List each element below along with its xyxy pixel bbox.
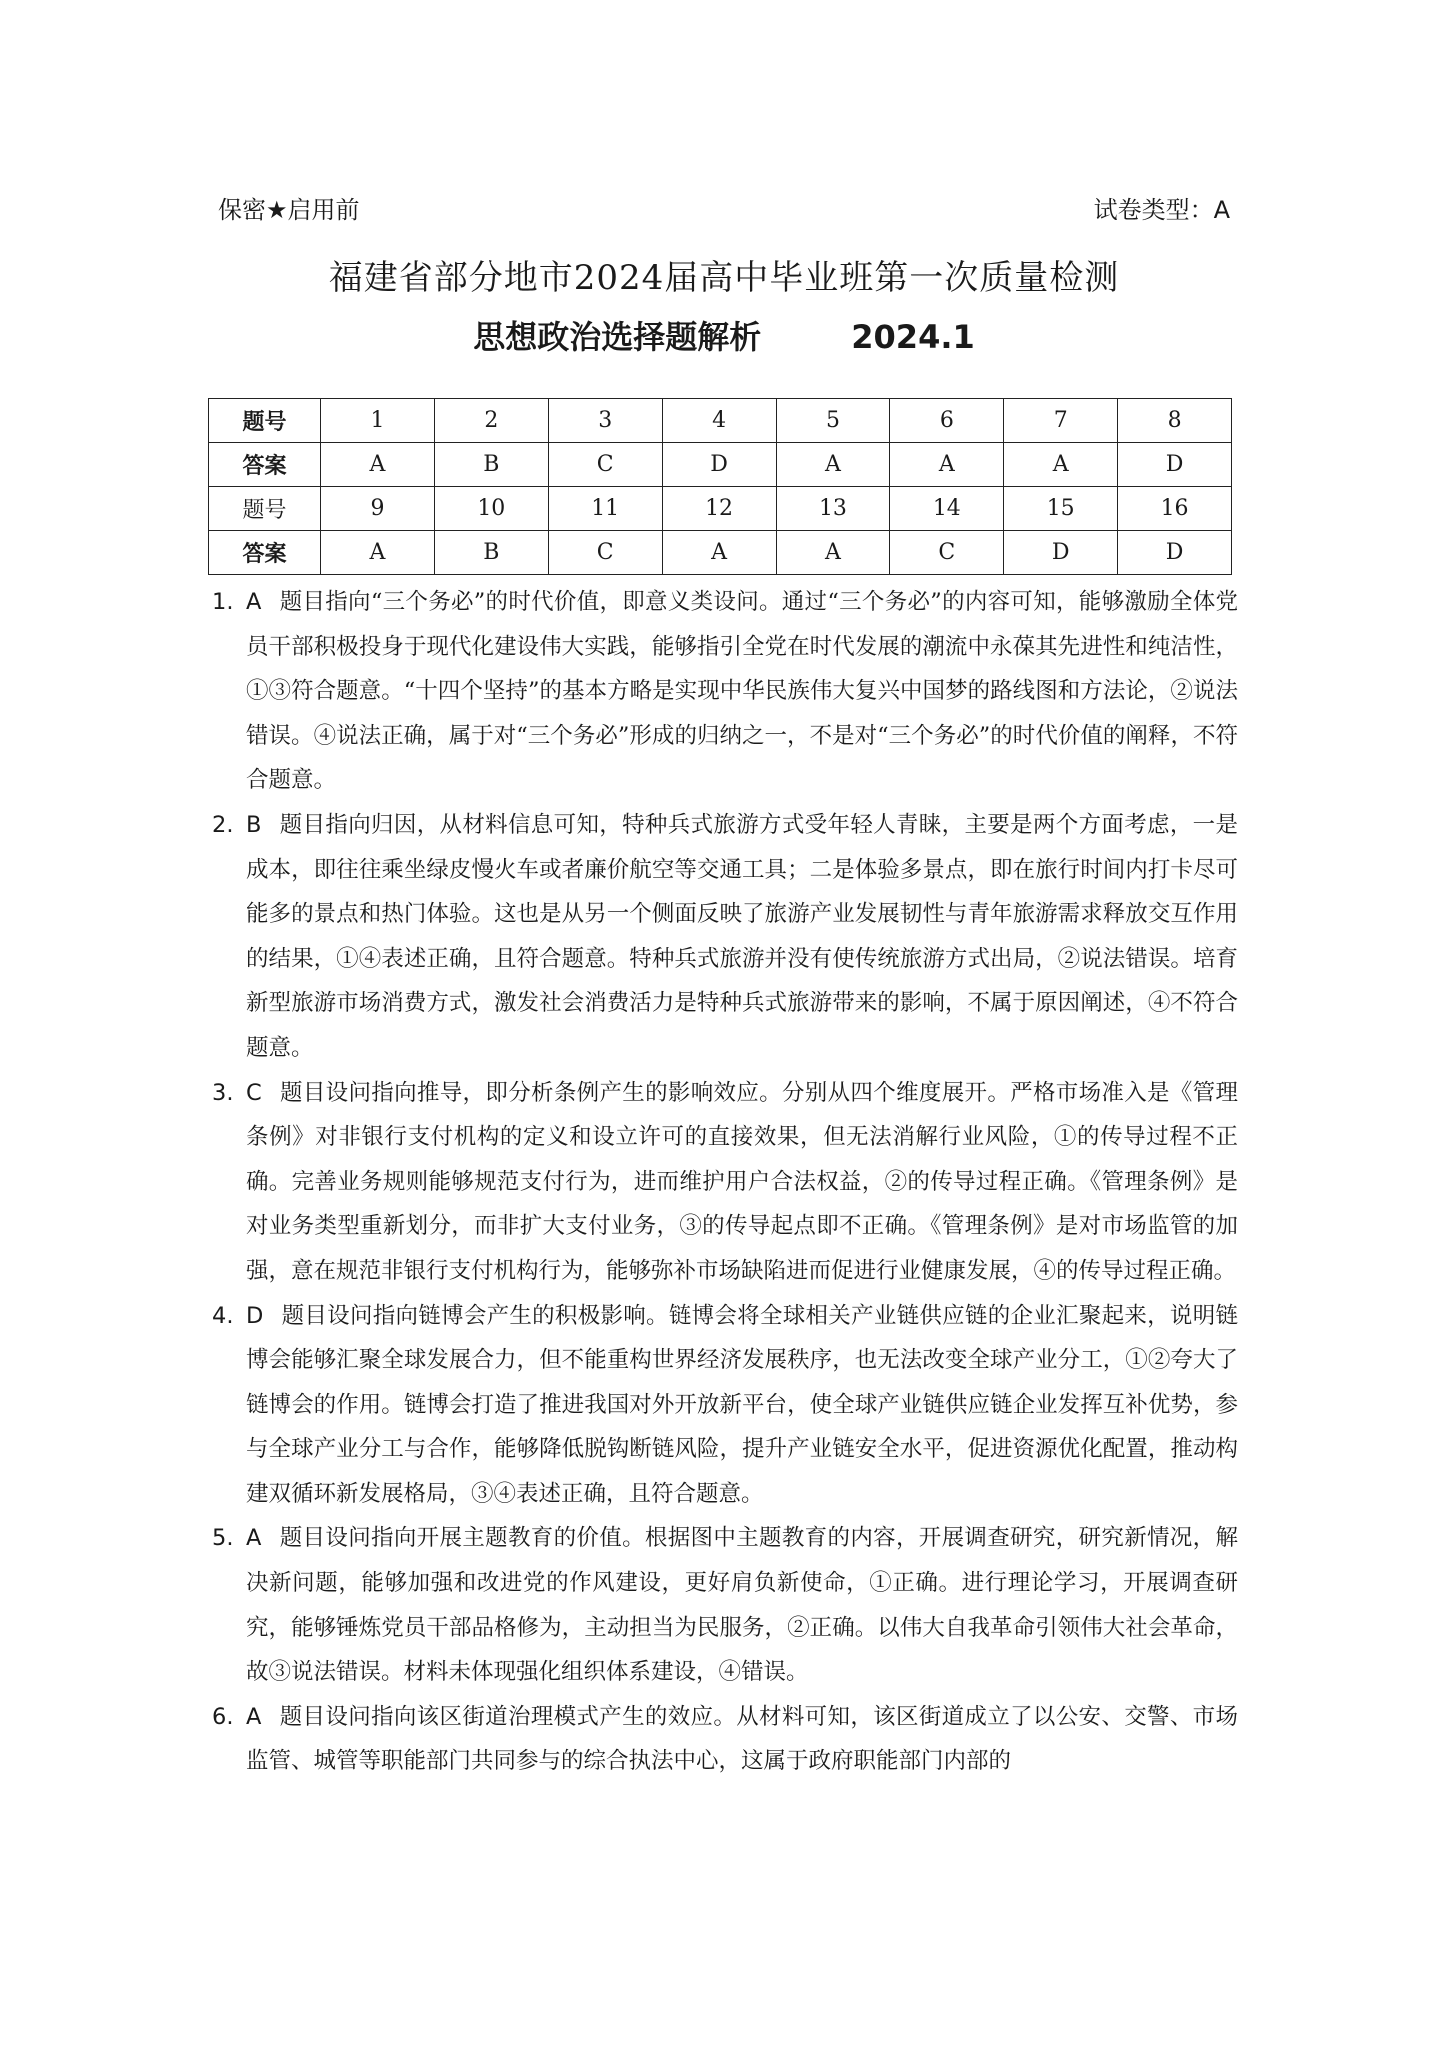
- list-item: [212, 1071, 1238, 1294]
- table-cell: 4: [662, 399, 776, 443]
- table-row: [209, 487, 1232, 531]
- table-cell: C: [548, 531, 662, 575]
- document-title: 福建省部分地市2024届高中毕业班第一次质量检测: [328, 258, 1120, 298]
- table-cell: A: [321, 443, 435, 487]
- paper-type-label: 试卷类型：A: [1093, 196, 1230, 224]
- item-text: 题目设问指向推导，即分析条例产生的影响效应。分别从四个维度展开。严格市场准入是《管理条例》对非银行支付机构的定义和设立许可的直接效果，但无法消解行业风险，①的传导过程不正确。完善业务规则能够规范支付行为，进而维护用户合法权益，②的传导过程正确。《管理条例》是对业务类型重新划分，而非扩大支付业务，③的传导起点即不正确。《管理条例》是对市场监管的加强，意在规范非银行支付机构行为，能够弥补市场缺陷进而促进行业健康发展，④的传导过程正确。: [246, 1079, 1238, 1284]
- list-item: [212, 580, 1238, 803]
- item-number: 6.: [212, 1703, 234, 1730]
- item-number: 5.: [212, 1525, 234, 1552]
- item-answer: C: [246, 1079, 262, 1106]
- item-answer: D: [246, 1302, 264, 1329]
- table-cell: 7: [1004, 399, 1118, 443]
- table-cell: 12: [662, 487, 776, 531]
- item-number: 1.: [212, 589, 234, 615]
- item-answer: B: [246, 811, 262, 838]
- table-row: [209, 531, 1232, 575]
- subtitle-text: 思想政治选择题解析: [473, 318, 762, 356]
- table-cell: A: [321, 531, 435, 575]
- table-cell: D: [1118, 531, 1232, 575]
- table-cell: 2: [434, 399, 548, 443]
- item-answer: A: [246, 1525, 262, 1552]
- table-cell: 13: [776, 487, 890, 531]
- table-cell: 15: [1004, 487, 1118, 531]
- item-text: 题目设问指向该区街道治理模式产生的效应。从材料可知，该区街道成立了以公安、交警、市场监管、城管等职能部门共同参与的综合执法中心，这属于政府职能部门内部的: [246, 1703, 1238, 1775]
- table-cell: D: [1118, 443, 1232, 487]
- table-cell: 14: [890, 487, 1004, 531]
- list-item: [212, 1695, 1238, 1784]
- table-cell: A: [1004, 443, 1118, 487]
- table-cell: 答案: [209, 443, 321, 487]
- table-row: [209, 443, 1232, 487]
- table-row: [209, 399, 1232, 443]
- table-cell: 答案: [209, 531, 321, 575]
- table-cell: A: [662, 531, 776, 575]
- item-answer: A: [246, 1703, 262, 1730]
- table-cell: 9: [321, 487, 435, 531]
- subtitle-date: 2024.1: [851, 318, 975, 356]
- list-item: [212, 1516, 1238, 1694]
- list-item: [212, 803, 1238, 1071]
- table-cell: B: [434, 443, 548, 487]
- table-cell: D: [662, 443, 776, 487]
- table-cell: 6: [890, 399, 1004, 443]
- table-cell: 8: [1118, 399, 1232, 443]
- table-cell: A: [890, 443, 1004, 487]
- header-line: [218, 190, 1230, 225]
- table-cell: 3: [548, 399, 662, 443]
- item-number: 2.: [212, 811, 234, 838]
- item-answer: A: [246, 589, 262, 615]
- item-number: 4.: [212, 1302, 234, 1329]
- table-cell: 16: [1118, 487, 1232, 531]
- table-cell: 题号: [209, 487, 321, 531]
- item-number: 3.: [212, 1079, 234, 1106]
- table-cell: B: [434, 531, 548, 575]
- item-text: 题目设问指向链博会产生的积极影响。链博会将全球相关产业链供应链的企业汇聚起来，说明链博会能够汇聚全球发展合力，但不能重构世界经济发展秩序，也无法改变全球产业分工，①②夸大了链博会的作用。链博会打造了推进我国对外开放新平台，使全球产业链供应链企业发挥互补优势，参与全球产业分工与合作，能够降低脱钩断链风险，提升产业链安全水平，促进资源优化配置，推动构建双循环新发展格局，③④表述正确，且符合题意。: [246, 1302, 1238, 1507]
- confidential-label: 保密★启用前: [218, 196, 360, 224]
- list-item: [212, 1294, 1238, 1517]
- item-text: 题目指向“三个务必”的时代价值，即意义类设问。通过“三个务必”的内容可知，能够激励全体党员干部积极投身于现代化建设伟大实践，能够指引全党在时代发展的潮流中永葆其先进性和纯洁性，①③符合题意。“十四个坚持”的基本方略是实现中华民族伟大复兴中国梦的路线图和方法论，②说法错误。④说法正确，属于对“三个务必”形成的归纳之一，不是对“三个务必”的时代价值的阐释，不符合题意。: [246, 589, 1238, 794]
- table-cell: 10: [434, 487, 548, 531]
- table-cell: C: [890, 531, 1004, 575]
- item-text: 题目指向归因，从材料信息可知，特种兵式旅游方式受年轻人青睐，主要是两个方面考虑，一是成本，即往往乘坐绿皮慢火车或者廉价航空等交通工具；二是体验多景点，即在旅行时间内打卡尽可能多的景点和热门体验。这也是从另一个侧面反映了旅游产业发展韧性与青年旅游需求释放交互作用的结果，①④表述正确，且符合题意。特种兵式旅游并没有使传统旅游方式出局，②说法错误。培育新型旅游市场消费方式，激发社会消费活力是特种兵式旅游带来的影响，不属于原因阐述，④不符合题意。: [246, 811, 1238, 1061]
- table-cell: A: [776, 443, 890, 487]
- table-cell: A: [776, 531, 890, 575]
- document-subtitle: [0, 312, 1448, 358]
- item-text: 题目设问指向开展主题教育的价值。根据图中主题教育的内容，开展调查研究，研究新情况，解决新问题，能够加强和改进党的作风建设，更好肩负新使命，①正确。进行理论学习，开展调查研究，能够锤炼党员干部品格修为，主动担当为民服务，②正确。以伟大自我革命引领伟大社会革命，故③说法错误。材料未体现强化组织体系建设，④错误。: [246, 1525, 1238, 1686]
- table-cell: 11: [548, 487, 662, 531]
- answer-table: [208, 398, 1232, 575]
- table-cell: D: [1004, 531, 1118, 575]
- table-cell: 1: [321, 399, 435, 443]
- table-cell: 题号: [209, 399, 321, 443]
- explanation-list: [212, 580, 1238, 1784]
- table-cell: 5: [776, 399, 890, 443]
- table-cell: C: [548, 443, 662, 487]
